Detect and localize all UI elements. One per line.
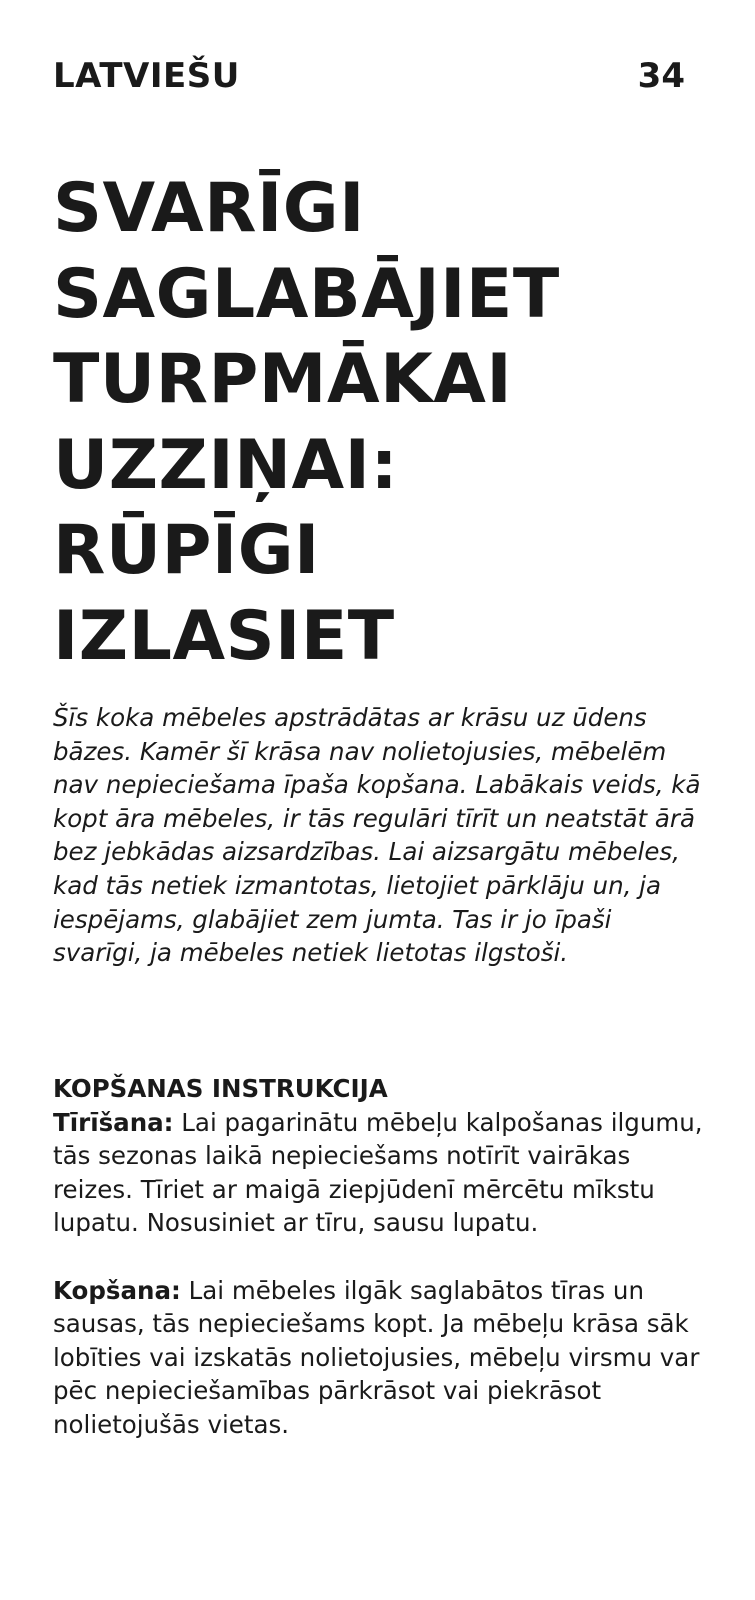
page-title: SVARĪGI SAGLABĀJIET TURPMĀKAI UZZIŅAI: RŪPĪGI IZLASIET bbox=[53, 169, 560, 676]
language-label: LATVIEŠU bbox=[53, 56, 240, 96]
care-instructions-section bbox=[53, 1072, 703, 1442]
page-header bbox=[53, 54, 685, 98]
cleaning-paragraph bbox=[53, 1106, 703, 1240]
maintenance-paragraph bbox=[53, 1274, 703, 1442]
paragraph-spacer bbox=[53, 1240, 703, 1274]
intro-paragraph: Šīs koka mēbeles apstrādātas ar krāsu uz ūdens bāzes. Kamēr šī krāsa nav nolietojusies, mēbelēm nav nepieciešama īpaša kopšana. Labākais veids, kā kopt āra mēbeles, ir tās regulāri tīrīt un neatstāt ārā bez jebkādas aizsardzības. Lai aizsargātu mēbeles, kad tās netiek izmantotas, lietojiet pārklāju un, ja iespējams, glabājiet zem jumta. Tas ir jo īpaši svarīgi, ja mēbeles netiek lietotas ilgstoši. bbox=[53, 703, 701, 968]
document-page bbox=[53, 0, 703, 1600]
maintenance-label: Kopšana: bbox=[53, 1275, 181, 1305]
cleaning-text: Lai pagarinātu mēbeļu kalpošanas ilgumu, tās sezonas laikā nepieciešams notīrīt vairākas reizes. Tīriet ar maigā ziepjūdenī mērcētu mīkstu lupatu. Nosusiniet ar tīru, sausu lupatu. bbox=[53, 1107, 703, 1238]
page-number: 34 bbox=[637, 56, 685, 96]
maintenance-text: Lai mēbeles ilgāk saglabātos tīras un sausas, tās nepieciešams kopt. Ja mēbeļu krāsa sāk lobīties vai izskatās nolietojusies, mēbeļu virsmu var pēc nepieciešamības pārkrāsot vai piekrāsot nolietojušās vietas. bbox=[53, 1275, 700, 1439]
care-instructions-heading: KOPŠANAS INSTRUKCIJA bbox=[53, 1074, 388, 1103]
cleaning-label: Tīrīšana: bbox=[53, 1107, 174, 1137]
